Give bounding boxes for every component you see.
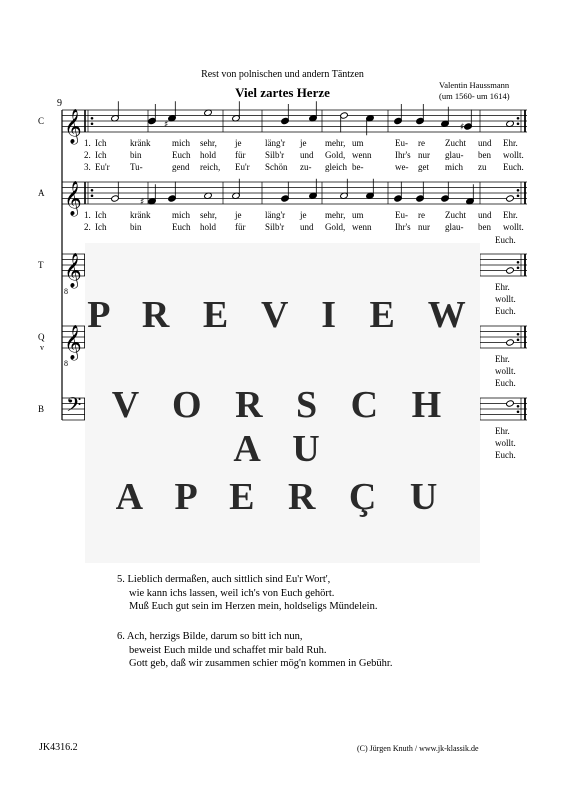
verse-5-line-3: Muß Euch gut sein im Herzen mein, holdseligs Mündelein.	[129, 601, 378, 612]
lyric-verse-3: mich	[445, 162, 463, 172]
voice-label: Q	[38, 332, 45, 342]
lyric-verse-1: je	[235, 138, 242, 148]
repeat-dot	[517, 266, 520, 269]
octave-eight: 8	[64, 359, 68, 368]
voice-label-sub: v	[40, 343, 44, 352]
note-head	[506, 267, 515, 274]
lyric-verse-1: und	[478, 138, 492, 148]
lyric-verse-1: Ehr.	[503, 210, 518, 220]
lyric-verse-3: get	[418, 162, 429, 172]
lyric-verse-2: Silb'r	[265, 150, 285, 160]
lyric-trail: wollt.	[495, 294, 516, 304]
repeat-dot	[91, 194, 94, 197]
sharp-icon: ♯	[460, 122, 465, 133]
repeat-dot	[517, 333, 520, 336]
verse-6-line-1: 6. Ach, herzigs Bilde, darum so bitt ich nun,	[117, 631, 303, 642]
lyric-verse-2: ben	[478, 222, 491, 232]
lyric-verse-1: kränk	[130, 210, 151, 220]
lyric-trail: Euch.	[495, 378, 516, 388]
lyric-verse-2: Gold,	[325, 150, 346, 160]
lyric-verse-3: be-	[352, 162, 364, 172]
treble-clef-icon: 𝄞	[64, 181, 82, 216]
treble-clef-icon: 𝄞	[64, 253, 82, 288]
lyric-verse-2: für	[235, 222, 246, 232]
note-head	[506, 400, 515, 407]
repeat-dot	[91, 117, 94, 120]
lyric-trail: Euch.	[495, 306, 516, 316]
lyric-verse-3: gend	[172, 162, 190, 172]
measure-number: 9	[57, 98, 62, 109]
lyric-verse-2: und	[300, 222, 314, 232]
lyric-verse-3: zu-	[300, 162, 312, 172]
lyric-verse-1: mich	[172, 210, 190, 220]
octave-eight: 8	[64, 287, 68, 296]
lyric-trail: wollt.	[495, 366, 516, 376]
treble-clef-icon: 𝄞	[64, 109, 82, 144]
note-head	[506, 195, 515, 202]
lyric-trail: Ehr.	[495, 282, 510, 292]
lyric-verse-3: Tu-	[130, 162, 143, 172]
repeat-dot	[517, 189, 520, 192]
lyric-verse-1: 1.	[84, 210, 91, 220]
lyric-verse-3: we-	[395, 162, 409, 172]
lyric-verse-2: Ich	[95, 150, 107, 160]
lyric-verse-2: Euch	[172, 150, 191, 160]
lyric-verse-1: und	[478, 210, 492, 220]
lyric-verse-2: glau-	[445, 222, 464, 232]
lyric-verse-2: bin	[130, 150, 142, 160]
lyric-verse-2: Ihr's	[395, 150, 411, 160]
watermark-vorschau: V O R S C H A U	[111, 384, 454, 470]
lyric-verse-1: läng'r	[265, 138, 286, 148]
preview-watermark-panel	[85, 243, 480, 563]
lyric-verse-1: kränk	[130, 138, 151, 148]
lyric-verse-1: sehr,	[200, 138, 217, 148]
lyric-verse-1: 1.	[84, 138, 91, 148]
copyright-notice: (C) Jürgen Knuth / www.jk-klassik.de	[357, 744, 479, 753]
lyric-verse-2: 2.	[84, 150, 91, 160]
repeat-dot	[517, 117, 520, 120]
lyric-verse-2: ben	[478, 150, 491, 160]
lyric-verse-2: wenn	[352, 222, 372, 232]
lyric-verse-2: bin	[130, 222, 142, 232]
verse-5-line-2: wie kann ichs lassen, weil ich's von Euch gehört.	[129, 587, 335, 599]
voice-label: B	[38, 404, 45, 414]
lyric-verse-2: Gold,	[325, 222, 346, 232]
lyric-verse-1: re	[418, 138, 425, 148]
lyric-verse-1: Eu-	[395, 138, 408, 148]
repeat-dot	[517, 122, 520, 125]
verse-6-line-3: Gott geb, daß wir zusammen schier mög'n kommen in Gebühr.	[129, 658, 393, 669]
lyric-verse-2: Ich	[95, 222, 107, 232]
repeat-dot	[517, 261, 520, 264]
lyric-trail: Euch.	[495, 450, 516, 460]
repeat-dot	[517, 338, 520, 341]
lyric-verse-2: Ihr's	[395, 222, 411, 232]
lyric-verse-3: Eu'r	[95, 162, 110, 172]
treble-clef-icon: 𝄞	[64, 325, 82, 360]
lyric-verse-2: wollt.	[503, 222, 524, 232]
lyric-verse-2: hold	[200, 150, 217, 160]
lyric-verse-2: Euch	[172, 222, 191, 232]
lyric-verse-1: Zucht	[445, 138, 466, 148]
lyric-verse-1: mich	[172, 138, 190, 148]
lyric-verse-2: Silb'r	[265, 222, 285, 232]
lyric-verse-1: sehr,	[200, 210, 217, 220]
verse-6	[117, 630, 392, 671]
verse-6-line-2: beweist Euch milde und schaffet mir bald Ruh.	[129, 644, 327, 656]
lyric-trail: wollt.	[495, 438, 516, 448]
lyric-verse-3: gleich	[325, 162, 347, 172]
lyric-verse-2: wenn	[352, 150, 372, 160]
verse-5-line-1: 5. Lieblich dermaßen, auch sittlich sind Eu'r Wort',	[117, 574, 331, 585]
repeat-dot	[517, 410, 520, 413]
lyric-trail: Euch.	[495, 235, 516, 245]
sharp-icon: ♯	[140, 197, 145, 208]
lyric-verse-1: je	[235, 210, 242, 220]
lyric-verse-1: Ich	[95, 138, 107, 148]
lyric-verse-1: läng'r	[265, 210, 286, 220]
lyric-verse-1: mehr,	[325, 138, 346, 148]
lyric-verse-2: hold	[200, 222, 217, 232]
lyric-verse-2: glau-	[445, 150, 464, 160]
repeat-dot	[517, 194, 520, 197]
lyric-verse-3: zu	[478, 162, 487, 172]
piece-title: Viel zartes Herze	[235, 85, 330, 100]
repeat-dot	[91, 189, 94, 192]
voice-label: T	[38, 260, 44, 270]
lyric-verse-2: wollt.	[503, 150, 524, 160]
lyric-verse-3: Euch.	[503, 162, 524, 172]
lyric-verse-2: nur	[418, 150, 430, 160]
lyric-verse-3: Schön	[265, 162, 288, 172]
lyric-verse-2: nur	[418, 222, 430, 232]
lyric-verse-1: Eu-	[395, 210, 408, 220]
lyric-verse-1: je	[300, 210, 307, 220]
lyric-verse-1: mehr,	[325, 210, 346, 220]
verse-5	[117, 573, 377, 614]
voice-label: A	[38, 188, 45, 198]
repeat-dot	[91, 122, 94, 125]
lyric-verse-3: reich,	[200, 162, 221, 172]
subtitle: Rest von polnischen und andern Täntzen	[201, 69, 364, 80]
watermark-apercu: A P E R Ç U	[115, 476, 450, 518]
lyric-verse-1: um	[352, 210, 364, 220]
lyric-verse-1: Ehr.	[503, 138, 518, 148]
lyric-verse-3: Eu'r	[235, 162, 250, 172]
lyric-verse-2: für	[235, 150, 246, 160]
lyric-verse-1: um	[352, 138, 364, 148]
watermark-preview: P R E V I E W	[87, 294, 478, 336]
bass-clef-icon: 𝄢	[66, 393, 82, 421]
lyric-verse-2: 2.	[84, 222, 91, 232]
lyric-verse-2: und	[300, 150, 314, 160]
note-head	[506, 339, 515, 346]
sharp-icon: ♯	[164, 119, 169, 130]
lyric-trail: Ehr.	[495, 354, 510, 364]
lyric-verse-1: Ich	[95, 210, 107, 220]
composer-name: Valentin Haussmann	[439, 80, 510, 90]
lyric-verse-1: je	[300, 138, 307, 148]
composer-dates: (um 1560- um 1614)	[439, 91, 510, 101]
repeat-dot	[517, 405, 520, 408]
lyric-verse-3: 3.	[84, 162, 91, 172]
lyric-verse-1: Zucht	[445, 210, 466, 220]
lyric-verse-1: re	[418, 210, 425, 220]
catalog-number: JK4316.2	[39, 742, 78, 753]
voice-label: C	[38, 116, 45, 126]
lyric-trail: Ehr.	[495, 426, 510, 436]
